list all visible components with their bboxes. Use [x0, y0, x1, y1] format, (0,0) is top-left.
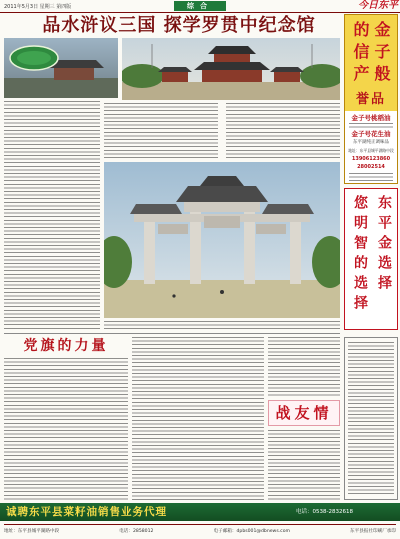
article-text-column	[226, 103, 340, 160]
article-text-column	[132, 337, 264, 500]
masthead-logo: 今日东平	[358, 0, 398, 11]
article-text-column	[4, 358, 128, 500]
column-banner: 战友情	[268, 400, 340, 426]
recruitment-phone: 电话：0538-2832618	[296, 509, 353, 515]
ad-brand: 誉品	[355, 92, 386, 107]
footer-printer: 东平县报社印刷厂承印	[350, 529, 396, 534]
stone-archway-photo	[104, 162, 340, 318]
page-footer	[4, 524, 396, 537]
ad-phone: 13906123860	[351, 156, 391, 162]
ad-product: 金子号桃稻油	[351, 114, 391, 122]
museum-exterior-photo	[4, 38, 118, 98]
footer-email: 电子邮箱：dpbs001@dbnews.com	[213, 529, 290, 534]
memorial-hall-photo	[122, 38, 340, 100]
advertisement-oil	[344, 14, 398, 184]
advertisement-slogan	[344, 188, 398, 330]
section-divider	[4, 333, 340, 334]
page-headline: 品水浒议三国 探学罗贯中纪念馆	[42, 15, 316, 36]
article-title: 党旗的力量	[23, 338, 109, 354]
article-text-column	[104, 103, 218, 160]
ad-slogan: 金子般的信产	[351, 21, 391, 87]
recruitment-title: 诚聘东平县菜籽油销售业务代理	[6, 506, 167, 518]
footer-address: 地址：东平县城平湖路中段	[4, 529, 60, 534]
section-tag: 综合	[174, 1, 226, 11]
photo-caption	[104, 321, 340, 330]
ad-fineprint	[349, 173, 393, 181]
ad-address: 地址：东平县城平湖路中段	[348, 148, 394, 153]
ad-phone: 28002514	[357, 164, 385, 170]
article-text-column	[268, 430, 340, 500]
article-text-column	[4, 101, 100, 330]
ad-side-slogan-right: 东平金选择	[376, 195, 392, 295]
sidebar-notice-box	[344, 337, 398, 500]
ad-maker: 东平湖纯正调味品	[353, 140, 389, 145]
issue-date: 2011年5月3日 星期三 第四版	[4, 4, 72, 10]
header-rule	[0, 12, 400, 13]
ad-side-slogan-left: 您明智的选择	[352, 195, 368, 315]
ad-product: 金子号花生油	[351, 130, 391, 138]
ad-fineprint	[349, 123, 393, 129]
notice-text	[348, 342, 394, 495]
article-text-column	[268, 337, 340, 397]
footer-phone: 电话：2858012	[119, 529, 154, 534]
recruitment-ad	[0, 503, 400, 521]
